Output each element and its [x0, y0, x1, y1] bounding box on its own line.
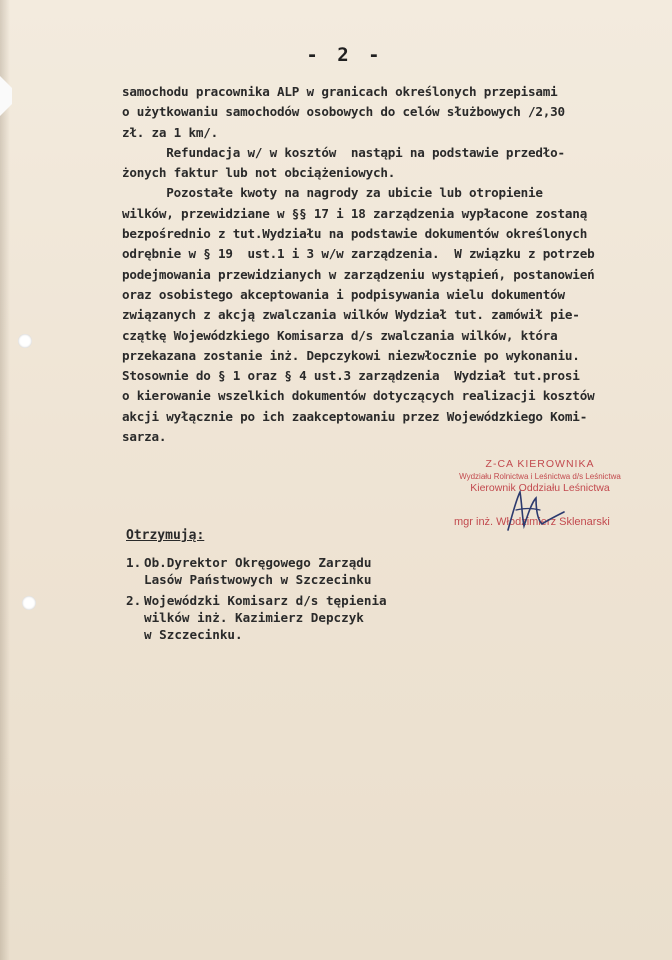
- recipient-line: Lasów Państwowych w Szczecinku: [144, 572, 372, 587]
- body-line: Refundacja w/ w kosztów nastąpi na podstawie przedło-: [122, 144, 565, 160]
- recipients-block: [126, 526, 466, 647]
- recipient-item: [126, 554, 466, 588]
- recipient-number: 2.: [126, 593, 142, 608]
- body-line: akcji wyłącznie po ich zaakceptowaniu przez Wojewódzkiego Komi-: [122, 408, 588, 424]
- body-line: przekazana zostanie inż. Depczykowi niezwłocznie po wykonaniu.: [122, 347, 580, 363]
- body-line: zł. za 1 km/.: [122, 124, 218, 140]
- recipient-number: 1.: [126, 555, 142, 570]
- page-number: - 2 -: [306, 44, 384, 66]
- body-line: sarza.: [122, 429, 167, 445]
- body-line: o użytkowaniu samochodów osobowych do celów służbowych /2,30: [122, 104, 565, 120]
- punch-hole-top: [18, 334, 32, 348]
- recipients-heading: Otrzymują:: [126, 528, 205, 543]
- body-line: związanych z akcją zwalczania wilków Wydział tut. zamówił pie-: [122, 307, 580, 323]
- body-line: Pozostałe kwoty na nagrody za ubicie lub otropienie: [122, 185, 543, 201]
- body-line: czątkę Wojewódzkiego Komisarza d/s zwalczania wilków, która: [122, 327, 558, 343]
- body-line: podejmowania przewidzianych w zarządzeniu wystąpień, postanowień: [122, 266, 595, 282]
- body-line: oraz osobistego akceptowania i podpisywania wielu dokumentów: [122, 286, 565, 302]
- letter-body: [122, 82, 642, 447]
- body-line: Stosownie do § 1 oraz § 4 ust.3 zarządzenia Wydział tut.prosi: [122, 368, 580, 384]
- stamp-unit: Wydziału Rolnictwa i Leśnictwa d/s Leśnictwa: [459, 472, 621, 481]
- recipient-line: Ob.Dyrektor Okręgowego Zarządu: [144, 555, 372, 570]
- body-line: samochodu pracownika ALP w granicach określonych przepisami: [122, 84, 558, 99]
- page-edge-shadow: [0, 0, 10, 960]
- body-line: odrębnie w § 19 ust.1 i 3 w/w zarządzenia. W związku z potrzeb: [122, 246, 595, 262]
- body-line: o kierowanie wszelkich dokumentów dotyczących realizacji kosztów: [122, 388, 595, 404]
- body-line: bezpośrednio z tut.Wydziału na podstawie dokumentów określonych: [122, 226, 588, 242]
- punch-hole-bottom: [22, 596, 36, 610]
- body-line: wilków, przewidziane w §§ 17 i 18 zarządzenia wypłacone zostaną: [122, 205, 588, 221]
- recipient-line: Wojewódzki Komisarz d/s tępienia: [144, 593, 387, 608]
- handwritten-signature: [498, 486, 568, 536]
- torn-corner: [0, 76, 12, 116]
- recipient-line: w Szczecinku.: [144, 627, 243, 642]
- recipient-item: [126, 592, 466, 643]
- recipient-line: wilków inż. Kazimierz Depczyk: [144, 610, 364, 625]
- stamp-role: Kierownik Oddziału Leśnictwa: [470, 482, 610, 494]
- stamp-title: Z-CA KIEROWNIKA: [485, 458, 595, 470]
- stamp-name: mgr inż. Włodzimierz Sklenarski: [454, 516, 610, 528]
- body-line: żonych faktur lub not obciążeniowych.: [122, 165, 396, 181]
